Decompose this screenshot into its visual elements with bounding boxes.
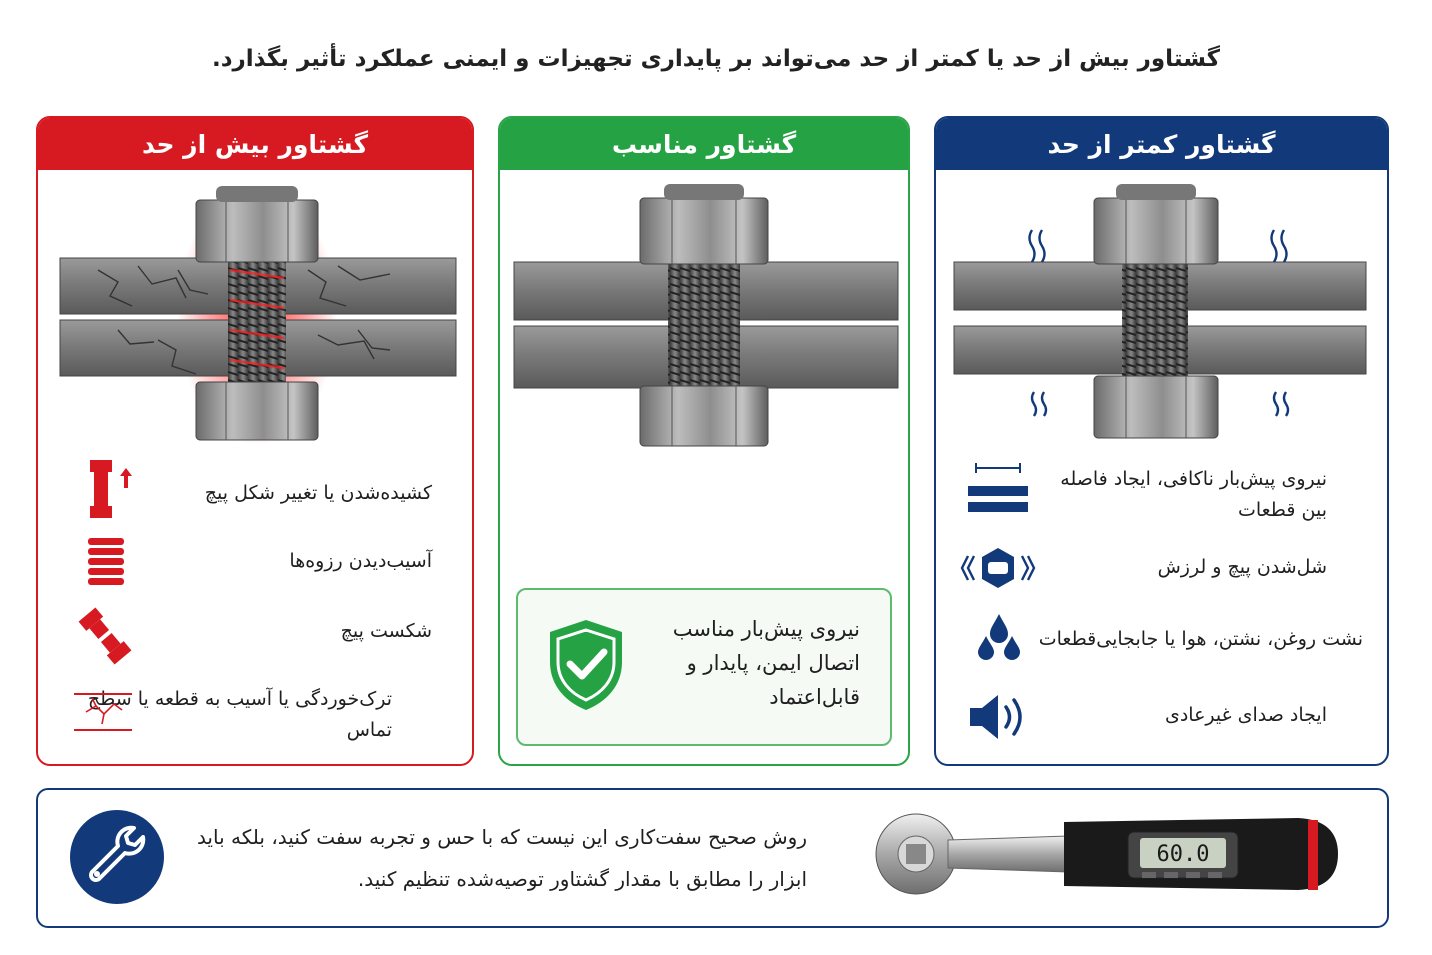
under-torque-panel [934,116,1389,766]
correct-torque-bolt-illustration [500,170,910,450]
bottom-advice-panel [36,788,1389,928]
under-item-3-text: نشت روغن، نشتن، هوا یا جابجایی‌قطعات [1038,628,1363,650]
torque-display-value: 60.0 [1156,842,1210,867]
under-item-4 [1027,700,1327,731]
correct-torque-panel [498,116,910,766]
under-item-2-text: شل‌شدن پیچ و لرزش [1157,556,1327,578]
over-item-1-text: کشیده‌شدن یا تغییر شکل پیچ [204,482,432,504]
over-item-3-text: شکست پیچ [340,620,432,642]
under-torque-title: گشتاور کمتر از حد [936,118,1387,170]
under-item-4-text: ایجاد صدای غیرعادی [1164,704,1327,726]
correct-torque-title: گشتاور مناسب [500,118,908,170]
over-torque-bolt-illustration [38,170,474,450]
speaker-noise-icon [968,692,1030,742]
over-item-4-text: ترک‌خوردگی یا آسیب به قطعه یا سطح تماس [87,688,392,741]
cracked-surface-icon [72,690,134,734]
stretched-bolt-icon [82,458,136,522]
under-item-1-text: نیروی پیش‌بار ناکافی، ایجاد فاصله بین قطعات [1060,468,1327,521]
under-item-2 [1027,552,1327,583]
over-torque-title: گشتاور بیش از حد [38,118,472,170]
over-torque-panel [36,116,474,766]
under-torque-bolt-illustration [936,170,1389,450]
under-item-3 [1023,624,1363,655]
bottom-advice-text: روش صحیح سفت‌کاری این نیست که با حس و تجربه سفت کنید، بلکه باید ابزار را مطابق با مقدار گشتاور توصیه‌شده تنظیم کنید. [196,825,807,891]
gap-between-plates-icon [966,462,1030,518]
shield-check-icon [544,616,628,712]
correct-torque-result-box [516,588,892,746]
over-item-2-text: آسیب‌دیدن رزوه‌ها [289,550,432,572]
wrench-icon [68,808,166,906]
damaged-thread-icon [84,536,128,592]
correct-torque-result-text: نیروی پیش‌بار مناسب اتصال ایمن، پایدار و قابل‌اعتماد [672,617,860,709]
headline: گشتاور بیش از حد یا کمتر از حد می‌تواند بر پایداری تجهیزات و ایمنی عملکرد تأثیر بگذارد. [211,46,1220,72]
under-item-1 [1037,464,1327,526]
torque-wrench-illustration [868,802,1388,918]
loose-nut-vibration-icon [960,544,1036,592]
broken-bolt-icon [76,606,134,666]
leak-drops-icon [974,612,1024,664]
